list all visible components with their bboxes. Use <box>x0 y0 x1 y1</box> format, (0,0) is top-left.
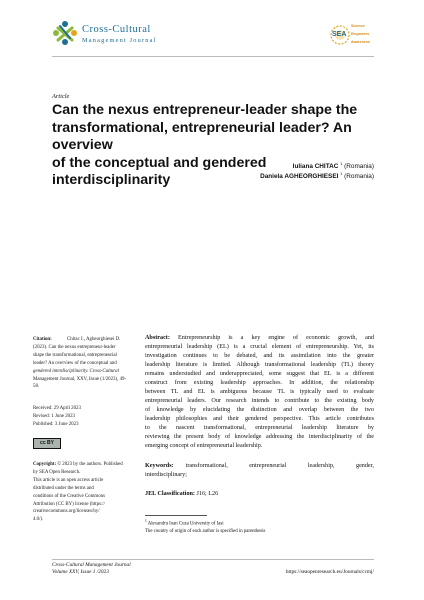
citation-line: Management Journal, XXV, Issue (1/2023), 49- <box>33 376 127 382</box>
abstract-line: construct from existing leadership approaches. In addition, the relationship <box>145 380 374 386</box>
footer-volume: Volume XXV, Issue 1 /2023 <box>52 569 109 575</box>
footnote-sup: 1 <box>145 519 147 523</box>
footnotes-block <box>145 518 374 536</box>
abstract-line: remains understudied and underappreciated, some suggest that EL is a different <box>145 371 374 377</box>
title-line: of the conceptual and gendered interdisciplinarity <box>52 154 267 188</box>
author-country: (Romania) <box>344 163 374 171</box>
footer-journal-name: Cross-Cultural Management Journal <box>52 562 131 568</box>
received-date: Received: 29 April 2023 <box>33 406 81 411</box>
journal-name-line1: Cross-Cultural <box>82 24 151 35</box>
keywords-line: transformational, entrepreneurial leadership, gender, <box>185 463 374 469</box>
abstract-block <box>145 334 374 451</box>
copyright-line: conditions of the Creative Commons <box>33 493 105 499</box>
author-sup: 1 <box>340 161 343 166</box>
citation-line: shape the transformational, entrepreneurial <box>33 352 117 358</box>
author-2 <box>150 171 374 180</box>
sea-badge-bottom: Awareness <box>351 40 370 44</box>
journal-name-line2: Management Journal <box>82 37 157 44</box>
jel-block <box>145 490 374 499</box>
footer-journal <box>52 562 131 576</box>
author-country: (Romania) <box>344 173 374 181</box>
dates-block <box>33 405 141 429</box>
citation-line: 58. <box>33 384 40 390</box>
license-link[interactable]: Attribution (CC BY) license (https:// <box>33 501 105 507</box>
copyright-line: © 2023 by the authors. Published <box>57 462 123 467</box>
footer-url[interactable]: https://seaopenresearch.eu/Journals/ccmj/ <box>285 569 374 575</box>
country-note: The country of origin of each author is specified in parenthesis <box>145 529 266 535</box>
copyright-line: distributed under the terms and <box>33 485 94 491</box>
author-name: Daniela AGHEORGHIESEI <box>260 173 339 181</box>
abstract-label: Abstract: <box>145 335 170 341</box>
published-date: Published: 3 June 2023 <box>33 421 79 427</box>
abstract-line: investigation continues to be debated, and its assimilation into the greater <box>145 353 374 359</box>
sea-badge-middle: Empowers <box>351 32 370 36</box>
footnote-divider <box>145 515 207 516</box>
revised-date: Revised: 1 June 2023 <box>33 413 75 419</box>
author-name: Iuliana CHITAC <box>292 163 339 171</box>
jel-value: J16; L26 <box>196 491 219 497</box>
keywords-label: Keywords: <box>145 463 174 469</box>
header-divider <box>52 56 374 57</box>
cc-by-badge[interactable] <box>33 438 61 449</box>
abstract-line: of knowledge by elucidating the distinction and overlap between the two <box>145 407 374 413</box>
copyright-line: This article is an open access article <box>33 477 104 483</box>
abstract-line: Entrepreneurship is a key engine of economic growth, and <box>178 335 374 341</box>
affiliation-footnote: Alexandru Ioan Cuza University of Iasi <box>147 521 224 527</box>
journal-logo <box>52 20 172 50</box>
abstract-line: emerging concept of entrepreneurial leadership. <box>145 443 263 449</box>
keywords-line: interdisciplinary; <box>145 472 187 478</box>
copyright-label: Copyright: <box>33 462 57 467</box>
abstract-line: entrepreneurial leaders. Our research intends to contribute to the existing body <box>145 398 374 404</box>
abstract-line: to the nascent transformational, entrepreneurial leadership literature by <box>145 425 374 431</box>
article-kicker: Article <box>52 93 70 100</box>
citation-line: (2023). Can the nexus entrepreneur-leader <box>33 344 116 350</box>
title-line: transformational, entrepreneurial leader? An overview <box>52 119 352 153</box>
title-line: Can the nexus entrepreneur-leader shape the <box>52 102 358 118</box>
citation-line: gendered interdisciplinarity. Cross-Cultural <box>33 368 119 374</box>
keywords-block <box>145 462 374 480</box>
citation-line: Chitac I., Agheorghiesei D. <box>66 337 121 342</box>
footer-divider <box>52 559 374 560</box>
sea-badge-top: Science <box>351 24 365 28</box>
copyright-block <box>33 461 141 524</box>
author-1 <box>150 161 374 170</box>
sea-logo <box>330 20 374 50</box>
citation-line: leader? An overview of the conceptual and <box>33 360 117 366</box>
abstract-line: entrepreneurial leadership (EL) is a crucial element of entrepreneurship. Yet, its <box>145 344 374 350</box>
copyright-line: by SEA Open Research. <box>33 469 81 475</box>
journal-logo-icon <box>52 20 78 46</box>
license-link[interactable]: creativecommons.org/licenses/by/ <box>33 509 100 515</box>
abstract-line: between TL and EL is ambiguous because TL is typically used to evaluate <box>145 389 374 395</box>
citation-block <box>33 336 141 391</box>
author-sup: 1 <box>340 171 343 176</box>
abstract-line: leadership philosophies and their gendered perspective. This article contributes <box>145 416 374 422</box>
abstract-line: reviewing the present body of knowledge addressing the interdisciplinarity of the <box>145 434 374 440</box>
sea-badge-text: SEA <box>332 31 347 38</box>
copyright-line: 4.0/). <box>33 517 44 523</box>
abstract-line: leadership literature is limited. Although transformational leadership (TL) theory <box>145 362 374 368</box>
citation-label: Citation: <box>33 337 52 342</box>
cc-by-icon: cc BY <box>40 440 54 446</box>
jel-label: JEL Classification: <box>145 491 195 497</box>
